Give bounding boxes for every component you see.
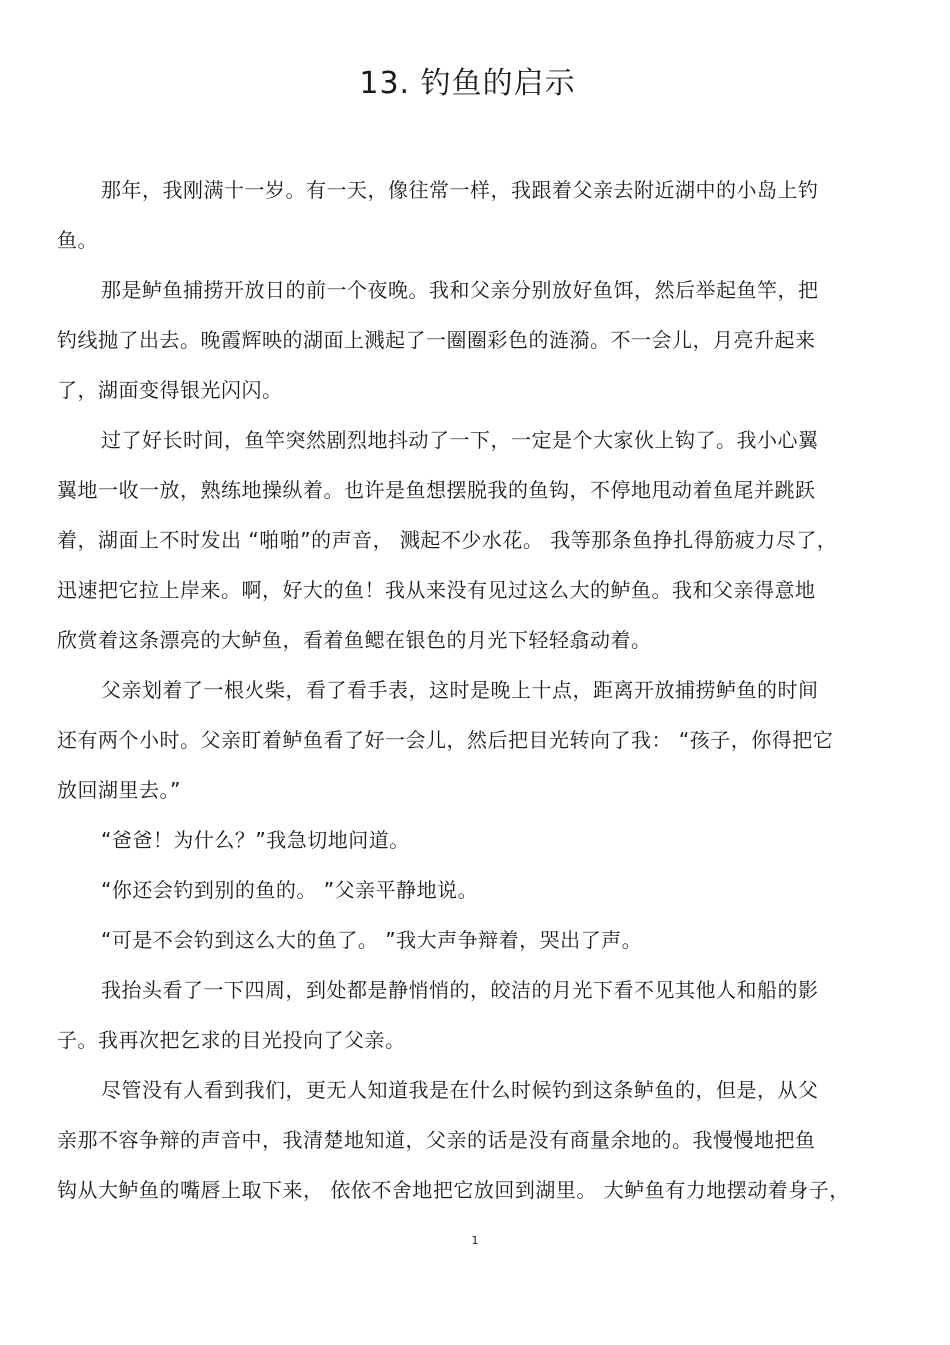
text-line: “你还会钓到别的鱼的。 ”父亲平静地说。 xyxy=(101,878,479,902)
text-line: 还有两个小时。父亲盯着鲈鱼看了好一会儿，然后把目光转向了我： “孩子，你得把它 xyxy=(57,728,834,752)
text-line: 亲那不容争辩的声音中，我清楚地知道，父亲的话是没有商量余地的。我慢慢地把鱼 xyxy=(57,1128,816,1152)
article-body xyxy=(57,165,887,1215)
text-line: 子。我再次把乞求的目光投向了父亲。 xyxy=(57,1028,406,1052)
text-line: 过了好长时间，鱼竿突然剧烈地抖动了一下，一定是个大家伙上钩了。我小心翼 xyxy=(101,428,819,452)
text-line: 我抬头看了一下四周，到处都是静悄悄的，皎洁的月光下看不见其他人和船的影 xyxy=(101,978,819,1002)
text-line: 尽管没有人看到我们，更无人知道我是在什么时候钓到这条鲈鱼的，但是，从父 xyxy=(101,1078,819,1102)
text-line: “爸爸！为什么？”我急切地问道。 xyxy=(101,828,410,852)
text-line: 那年，我刚满十一岁。有一天，像往常一样，我跟着父亲去附近湖中的小岛上钓 xyxy=(101,178,819,202)
text-line: 了，湖面变得银光闪闪。 xyxy=(57,378,283,402)
page-title: 13. 钓鱼的启示 xyxy=(359,66,576,101)
text-line: 鱼。 xyxy=(57,228,98,252)
text-line: 翼地一收一放，熟练地操纵着。也许是鱼想摆脱我的鱼钩，不停地甩动着鱼尾并跳跃 xyxy=(57,478,816,502)
text-line: “可是不会钓到这么大的鱼了。 ”我大声争辩着，哭出了声。 xyxy=(101,928,643,952)
text-line: 欣赏着这条漂亮的大鲈鱼，看着鱼鳃在银色的月光下轻轻翕动着。 xyxy=(57,628,652,652)
page-number: 1 xyxy=(471,1234,479,1247)
text-line: 钓线抛了出去。晚霞辉映的湖面上溅起了一圈圈彩色的涟漪。不一会儿，月亮升起来 xyxy=(57,328,816,352)
text-line: 放回湖里去。” xyxy=(57,778,181,802)
text-line: 着，湖面上不时发出 “啪啪”的声音， 溅起不少水花。 我等那条鱼挣扎得筋疲力尽了， xyxy=(57,528,838,552)
text-line: 钩从大鲈鱼的嘴唇上取下来， 依依不舍地把它放回到湖里。 大鲈鱼有力地摆动着身子， xyxy=(57,1178,850,1202)
text-line: 那是鲈鱼捕捞开放日的前一个夜晚。我和父亲分别放好鱼饵，然后举起鱼竿，把 xyxy=(101,278,819,302)
text-line: 父亲划着了一根火柴，看了看手表，这时是晚上十点，距离开放捕捞鲈鱼的时间 xyxy=(101,678,819,702)
text-line: 迅速把它拉上岸来。啊，好大的鱼！我从来没有见过这么大的鲈鱼。我和父亲得意地 xyxy=(57,578,816,602)
